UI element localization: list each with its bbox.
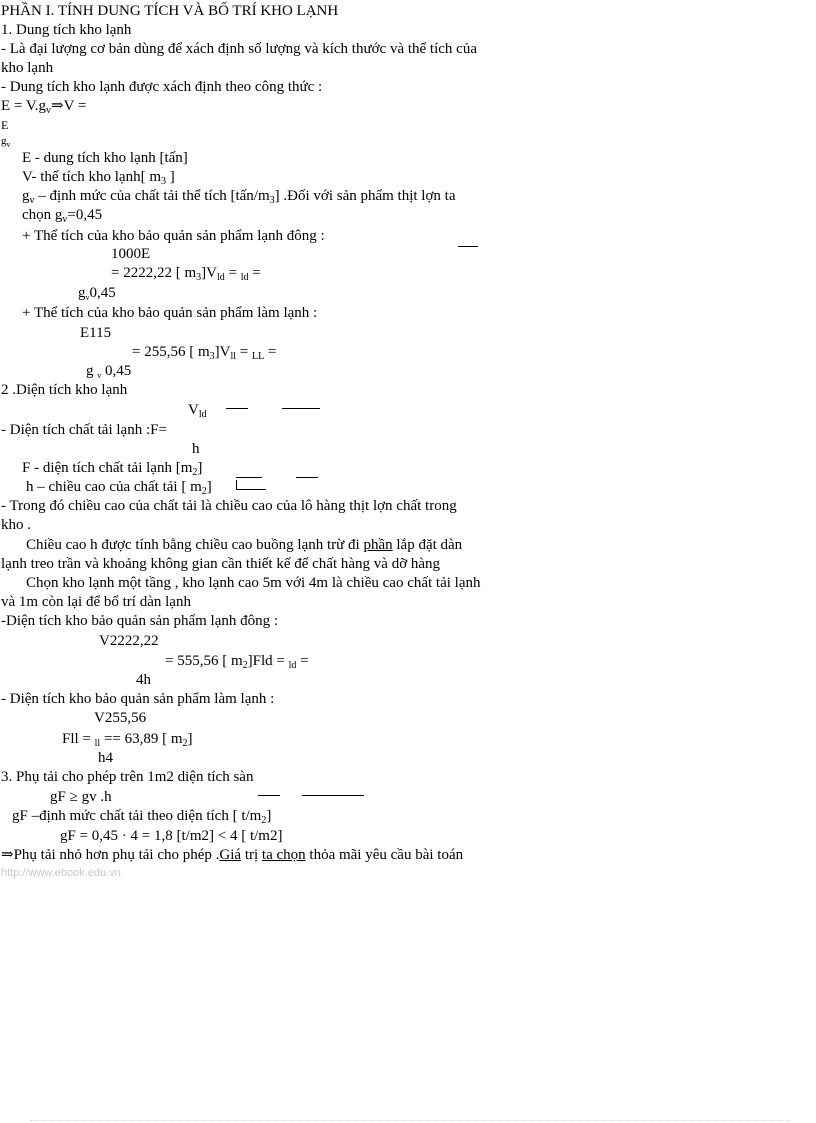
formula-subscript: ld [216,272,225,283]
definition-subscript: v [62,214,68,225]
formula-text: g [78,285,86,301]
conclusion-text: thỏa mãi yêu cầu bài toán [305,847,464,863]
formula-text: E = V.g [1,98,46,114]
paragraph-text-underlined: phần [363,537,393,553]
fraction-rule [282,408,320,409]
volume-frozen-numerator: 1000E [111,246,151,262]
formula-text: = [296,653,309,669]
paragraph-height-4: lạnh treo trần và khoảng không gian cần thiết kế để chất hàng và dỡ hàng [1,556,441,572]
formula-subscript: v [6,140,11,149]
definition-text: V- thể tích kho lạnh[ m [22,169,162,185]
definition-subscript: 2 [192,467,198,478]
area-frozen-result [165,652,309,675]
formula-text: = [264,344,277,360]
formula-text: = [236,344,252,360]
fraction-rule [236,477,262,478]
definition-subscript: 2 [261,815,267,826]
paragraph-height-2: kho . [1,517,31,533]
area-frozen-numerator: V2222,22 [99,633,159,649]
fraction-rule [458,246,478,247]
conclusion-text-underlined: ta chọn [261,847,306,863]
formula-subscript: ll [94,738,101,749]
page-title: PHẦN I. TÍNH DUNG TÍCH VÀ BỐ TRÍ KHO LẠNH [1,3,339,19]
volume-frozen-label: + Thể tích của kho bảo quản sản phẩm lạnh đông : [22,228,325,244]
formula-text: == 63,89 [ m [100,731,183,747]
fraction-rule [236,489,266,490]
formula-subscript: v [85,293,90,302]
formula-subscript: 2 [242,660,248,671]
formula-text: = 555,56 [ m [165,653,243,669]
formula-text: Fll = [62,731,95,747]
definition-subscript: 2 [201,486,207,497]
definition-text: chọn g [22,207,63,223]
fraction-rule [296,477,318,478]
formula-text: 0,45 [101,363,132,379]
footer-url: http://www.ebook.edu.vn [1,867,121,879]
formula-text: 0,45 [89,285,116,301]
definition-text: ] [166,169,175,185]
formula-subscript: 3 [209,351,215,362]
definition-text: F - diện tích chất tải lạnh [m [22,460,193,476]
page-bottom-divider [30,1120,790,1121]
volume-cool-label: + Thể tích của kho bảo quản sản phẩm làm lạnh : [22,305,318,321]
load-inequality: gF ≥ gv .h [50,789,112,805]
conclusion-text: ⇒Phụ tải nhỏ hơn phụ tải cho phép . [1,847,220,863]
formula-subscript: ld [288,660,297,671]
formula-subscript: v [97,371,102,380]
formula-subscript: v [46,105,51,116]
formula-subscript: LL [251,351,265,362]
volume-frozen-result [111,264,261,287]
definition-text: =0,45 [67,207,103,223]
formula-subscript: ll [230,351,237,362]
paragraph-definition-line-1: - Là đại lượng cơ bản dùng để xách định số lượng và kích thước và thể tích của [1,41,477,57]
load-calculation: gF = 0,45 · 4 = 1,8 [t/m2] < 4 [ t/m2] [60,828,283,844]
definition-subscript: 3 [161,176,167,187]
formula-text: ]V [201,265,217,281]
formula-text: ] [187,731,193,747]
definition-text: gF –định mức chất tải theo diện tích [ t/m [12,808,262,824]
formula-text: = [248,265,261,281]
paragraph-definition-line-2: kho lạnh [1,60,54,76]
area-cool-label: - Diện tích kho bảo quản sản phẩm làm lạnh : [1,691,275,707]
formula-subscript: ld [240,272,249,283]
formula-text: ]V [214,344,231,360]
conclusion-text-underlined: Giá [219,847,242,863]
definition-text: ] .Đối với sản phẩm thịt lợn ta [274,188,456,204]
paragraph-height-1: - Trong đó chiều cao của chất tải là chiều cao của lô hàng thịt lợn chất trong [1,498,457,514]
paragraph-height-5: Chọn kho lạnh một tầng , kho lạnh cao 5m với 4m là chiều cao chất tải lạnh [26,575,481,591]
area-cool-numerator: V255,56 [94,710,147,726]
area-cool-denominator: h4 [98,750,113,766]
paragraph-height-3 [26,536,462,554]
formula-subscript: 2 [182,738,188,749]
formula-text: g [1,135,7,147]
section-2-heading: 2 .Diện tích kho lạnh [1,382,128,398]
formula-text: ]Fld = [247,653,289,669]
formula-text: = 255,56 [ m [132,344,210,360]
volume-cool-numerator: E115 [80,325,112,341]
area-frozen-label: -Diện tích kho bảo quản sản phẩm lạnh đông : [1,613,279,629]
paragraph-height-6: và 1m còn lại để bố trí dàn lạnh [1,594,191,610]
conclusion [1,846,463,864]
area-frozen-denominator: 4h [136,672,151,688]
definition-text: ] [206,479,212,495]
formula-text: = [224,265,241,281]
section-1-heading: 1. Dung tích kho lạnh [1,22,132,38]
fraction-rule [302,795,364,796]
fraction-rule [236,480,237,490]
paragraph-text: lắp đặt dàn [392,537,463,553]
formula-subscript: ld [198,409,207,420]
conclusion-text: trị [241,847,262,863]
definition-text: ] [266,808,272,824]
choose-gv [22,206,102,229]
section-3-heading: 3. Phụ tải cho phép trên 1m2 diện tích sàn [1,769,254,785]
area-denominator: h [192,441,200,457]
definition-text: g [22,188,30,204]
fraction-rule [226,408,248,409]
formula-denominator [1,132,11,154]
formula-subscript: 3 [196,272,202,283]
area-numerator [188,401,207,424]
paragraph-text: Chiều cao h được tính bằng chiều cao buồng lạnh trừ đi [26,537,364,553]
formula-text: ⇒V = [51,98,87,114]
definition-text: ] [197,460,203,476]
formula-text: = 2222,22 [ m [111,265,197,281]
area-cool-result [62,730,193,753]
definition-text: – định mức của chất tải thể tích [tấn/m [34,188,270,204]
area-formula: - Diện tích chất tải lạnh :F= [1,422,167,438]
formula-capacity [1,97,86,120]
definition-e: E - dung tích kho lạnh [tấn] [22,150,188,166]
formula-text: V [188,402,199,418]
paragraph-formula-intro: - Dung tích kho lạnh được xách định theo công thức : [1,79,323,95]
formula-numerator: E [1,118,9,132]
definition-subscript: 3 [269,195,275,206]
definition-text: h – chiều cao của chất tải [ m [26,479,202,495]
formula-text: g [86,363,98,379]
volume-cool-result [132,343,276,366]
fraction-rule [258,795,280,796]
definition-subscript: v [29,195,35,206]
